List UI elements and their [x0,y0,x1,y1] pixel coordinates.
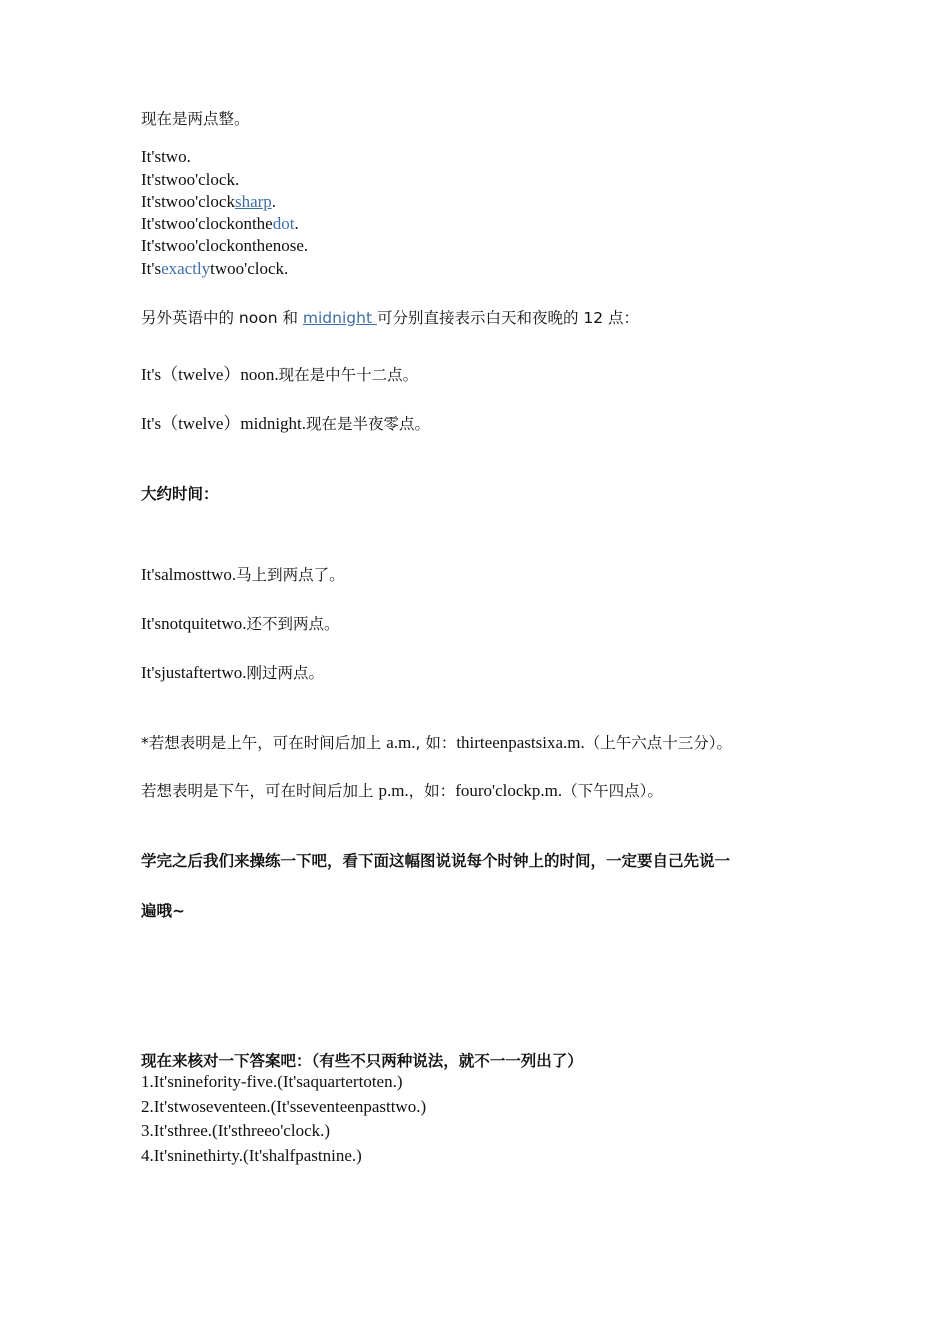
approx-2-en: It'snotquitetwo. [141,614,247,633]
exact-line-2: It'stwoo'clock. [141,170,240,189]
sharp-link[interactable]: sharp [234,192,272,211]
noon-zh: 现在是中午十二点。 [278,366,419,384]
exact-line-6 [141,259,288,279]
midnight-line [141,414,430,434]
midnight-en: It's（twelve）midnight. [141,414,307,433]
exact-line-3 [141,192,276,212]
exact-line-6-prefix: It's [141,259,162,278]
answer-3: 3.It'sthree.(It'sthreeo'clock.) [141,1121,331,1140]
pm-note-en-1: p.m. [378,781,409,800]
noon-intro [141,309,639,328]
noon-en: It's（twelve）noon. [141,365,279,384]
pm-note-zh-3: （下午四点）。 [562,782,663,800]
practice-line-1: 学完之后我们来操练一下吧，看下面这幅图说说每个时钟上的时间，一定要自己先说一 [141,852,731,870]
pm-note [141,781,663,801]
approx-line-2 [141,614,340,634]
noon-intro-start: 另外英语中的 noon 和 [141,309,303,327]
approx-heading: 大约时间： [141,485,219,503]
answer-1: 1.It'sninefority-five.(It'saquartertoten.) [141,1072,403,1091]
approx-line-3 [141,663,324,683]
approx-1-en: It'salmosttwo. [141,565,237,584]
pm-note-zh-2: ，如： [408,782,456,800]
exact-line-6-suffix: twoo'clock. [210,259,289,278]
am-note-en-2: thirteenpastsixa.m. [456,733,585,752]
exact-line-5: It'stwoo'clockonthenose. [141,236,309,255]
exact-line-4-text: It'stwoo'clockonthe [141,214,273,233]
dot-highlight: dot [272,214,295,233]
am-note-en-1: a.m. [386,733,416,752]
exact-line-3-text: It'stwoo'clock [141,192,235,211]
approx-3-en: It'sjustaftertwo. [141,663,247,682]
am-note-zh-3: （上午六点十三分）。 [584,734,733,752]
practice-line-2: 遍哦~ [141,902,185,920]
approx-2-zh: 还不到两点。 [246,615,340,633]
pm-note-en-2: fouro'clockp.m. [455,781,563,800]
approx-line-1 [141,565,345,585]
answer-2: 2.It'stwoseventeen.(It'sseventeenpasttwo.) [141,1097,427,1116]
am-note [141,733,732,753]
pm-note-zh-1: 若想表明是下午，可在时间后加上 [141,782,379,800]
exact-line-1: It'stwo. [141,147,191,166]
exactly-highlight: exactly [161,259,211,278]
approx-3-zh: 刚过两点。 [246,664,325,682]
answers-heading: 现在来核对一下答案吧：（有些不只两种说法，就不一一列出了） [141,1052,583,1070]
answer-4: 4.It'sninethirty.(It'shalfpastnine.) [141,1146,362,1165]
exact-line-3-period: . [271,192,277,211]
exact-line-4-period: . [294,214,299,233]
am-note-zh-1: *若想表明是上午，可在时间后加上 [141,734,387,752]
midnight-zh: 现在是半夜零点。 [306,415,431,433]
exact-line-4 [141,214,299,234]
midnight-link[interactable]: midnight [302,309,377,327]
intro-text: 现在是两点整。 [141,110,250,128]
noon-line [141,365,418,385]
am-note-zh-2: , 如： [415,734,457,752]
noon-intro-end: 可分别直接表示白天和夜晚的 12 点： [376,309,640,327]
approx-1-zh: 马上到两点了。 [236,566,345,584]
